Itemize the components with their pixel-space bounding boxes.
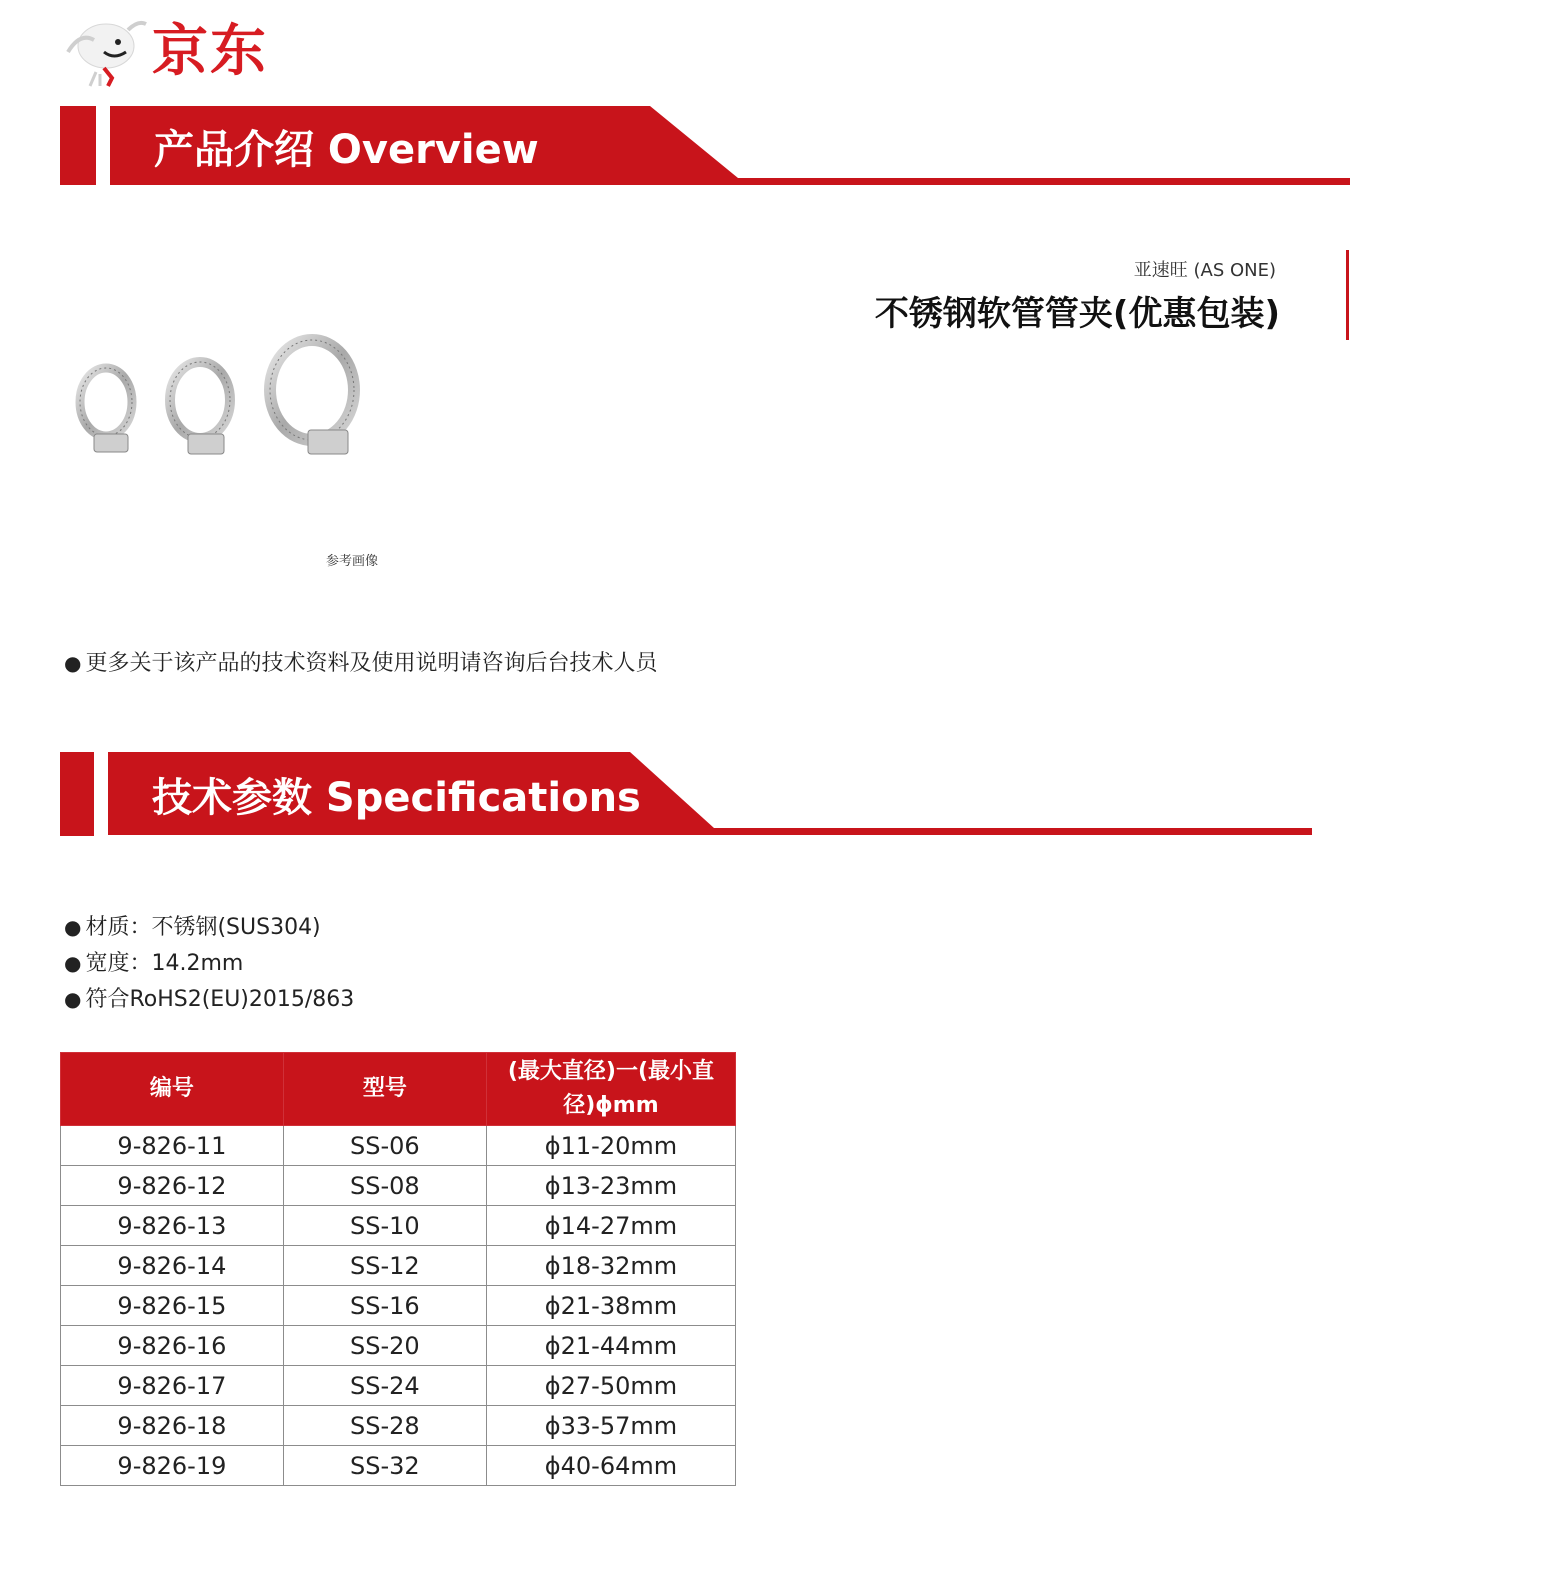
- table-row: 9-826-17 SS-24 ϕ27-50mm: [61, 1366, 736, 1406]
- spec-bullet: ● 符合RoHS2(EU)2015/863: [64, 987, 355, 1012]
- header-diameter: (最大直径)一(最小直径)ϕmm: [486, 1053, 735, 1126]
- table-row: 9-826-12 SS-08 ϕ13-23mm: [61, 1166, 736, 1206]
- title-accent-bar: [1346, 250, 1349, 340]
- specifications-title: 技术参数 Specifications: [152, 775, 641, 821]
- bullet-icon: ●: [64, 951, 82, 975]
- table-header-row: [61, 1053, 736, 1126]
- note-item: ● 更多关于该产品的技术资料及使用说明请咨询后台技术人员: [64, 651, 658, 676]
- bullet-icon: ●: [64, 987, 82, 1011]
- spec-table: [60, 1052, 736, 1486]
- overview-title: 产品介绍 Overview: [154, 127, 539, 173]
- table-row: 9-826-11 SS-06 ϕ11-20mm: [61, 1126, 736, 1166]
- product-title: 不锈钢软管管夹(优惠包装): [874, 294, 1280, 334]
- table-row: 9-826-14 SS-12 ϕ18-32mm: [61, 1246, 736, 1286]
- overview-banner: [60, 106, 1360, 186]
- table-row: 9-826-13 SS-10 ϕ14-27mm: [61, 1206, 736, 1246]
- bullet-icon: ●: [64, 915, 82, 939]
- header-model: 型号: [283, 1053, 486, 1126]
- jd-mascot-icon: [60, 12, 152, 88]
- header-number: 编号: [61, 1053, 284, 1126]
- image-caption: 参考画像: [326, 554, 379, 569]
- table-row: 9-826-16 SS-20 ϕ21-44mm: [61, 1326, 736, 1366]
- spec-bullet: ● 材质：不锈钢(SUS304): [64, 915, 321, 940]
- product-brand: 亚速旺 (AS ONE): [1133, 260, 1276, 281]
- bullet-icon: ●: [64, 651, 82, 675]
- spec-bullet: ● 宽度：14.2mm: [64, 951, 244, 976]
- table-row: 9-826-15 SS-16 ϕ21-38mm: [61, 1286, 736, 1326]
- table-row: 9-826-18 SS-28 ϕ33-57mm: [61, 1406, 736, 1446]
- hose-clamp-image: [66, 330, 376, 480]
- jd-logo[interactable]: [60, 12, 290, 88]
- product-image: [66, 330, 376, 480]
- specifications-banner: [60, 752, 1320, 836]
- logo-wordmark: 京东: [152, 19, 268, 84]
- table-row: 9-826-19 SS-32 ϕ40-64mm: [61, 1446, 736, 1486]
